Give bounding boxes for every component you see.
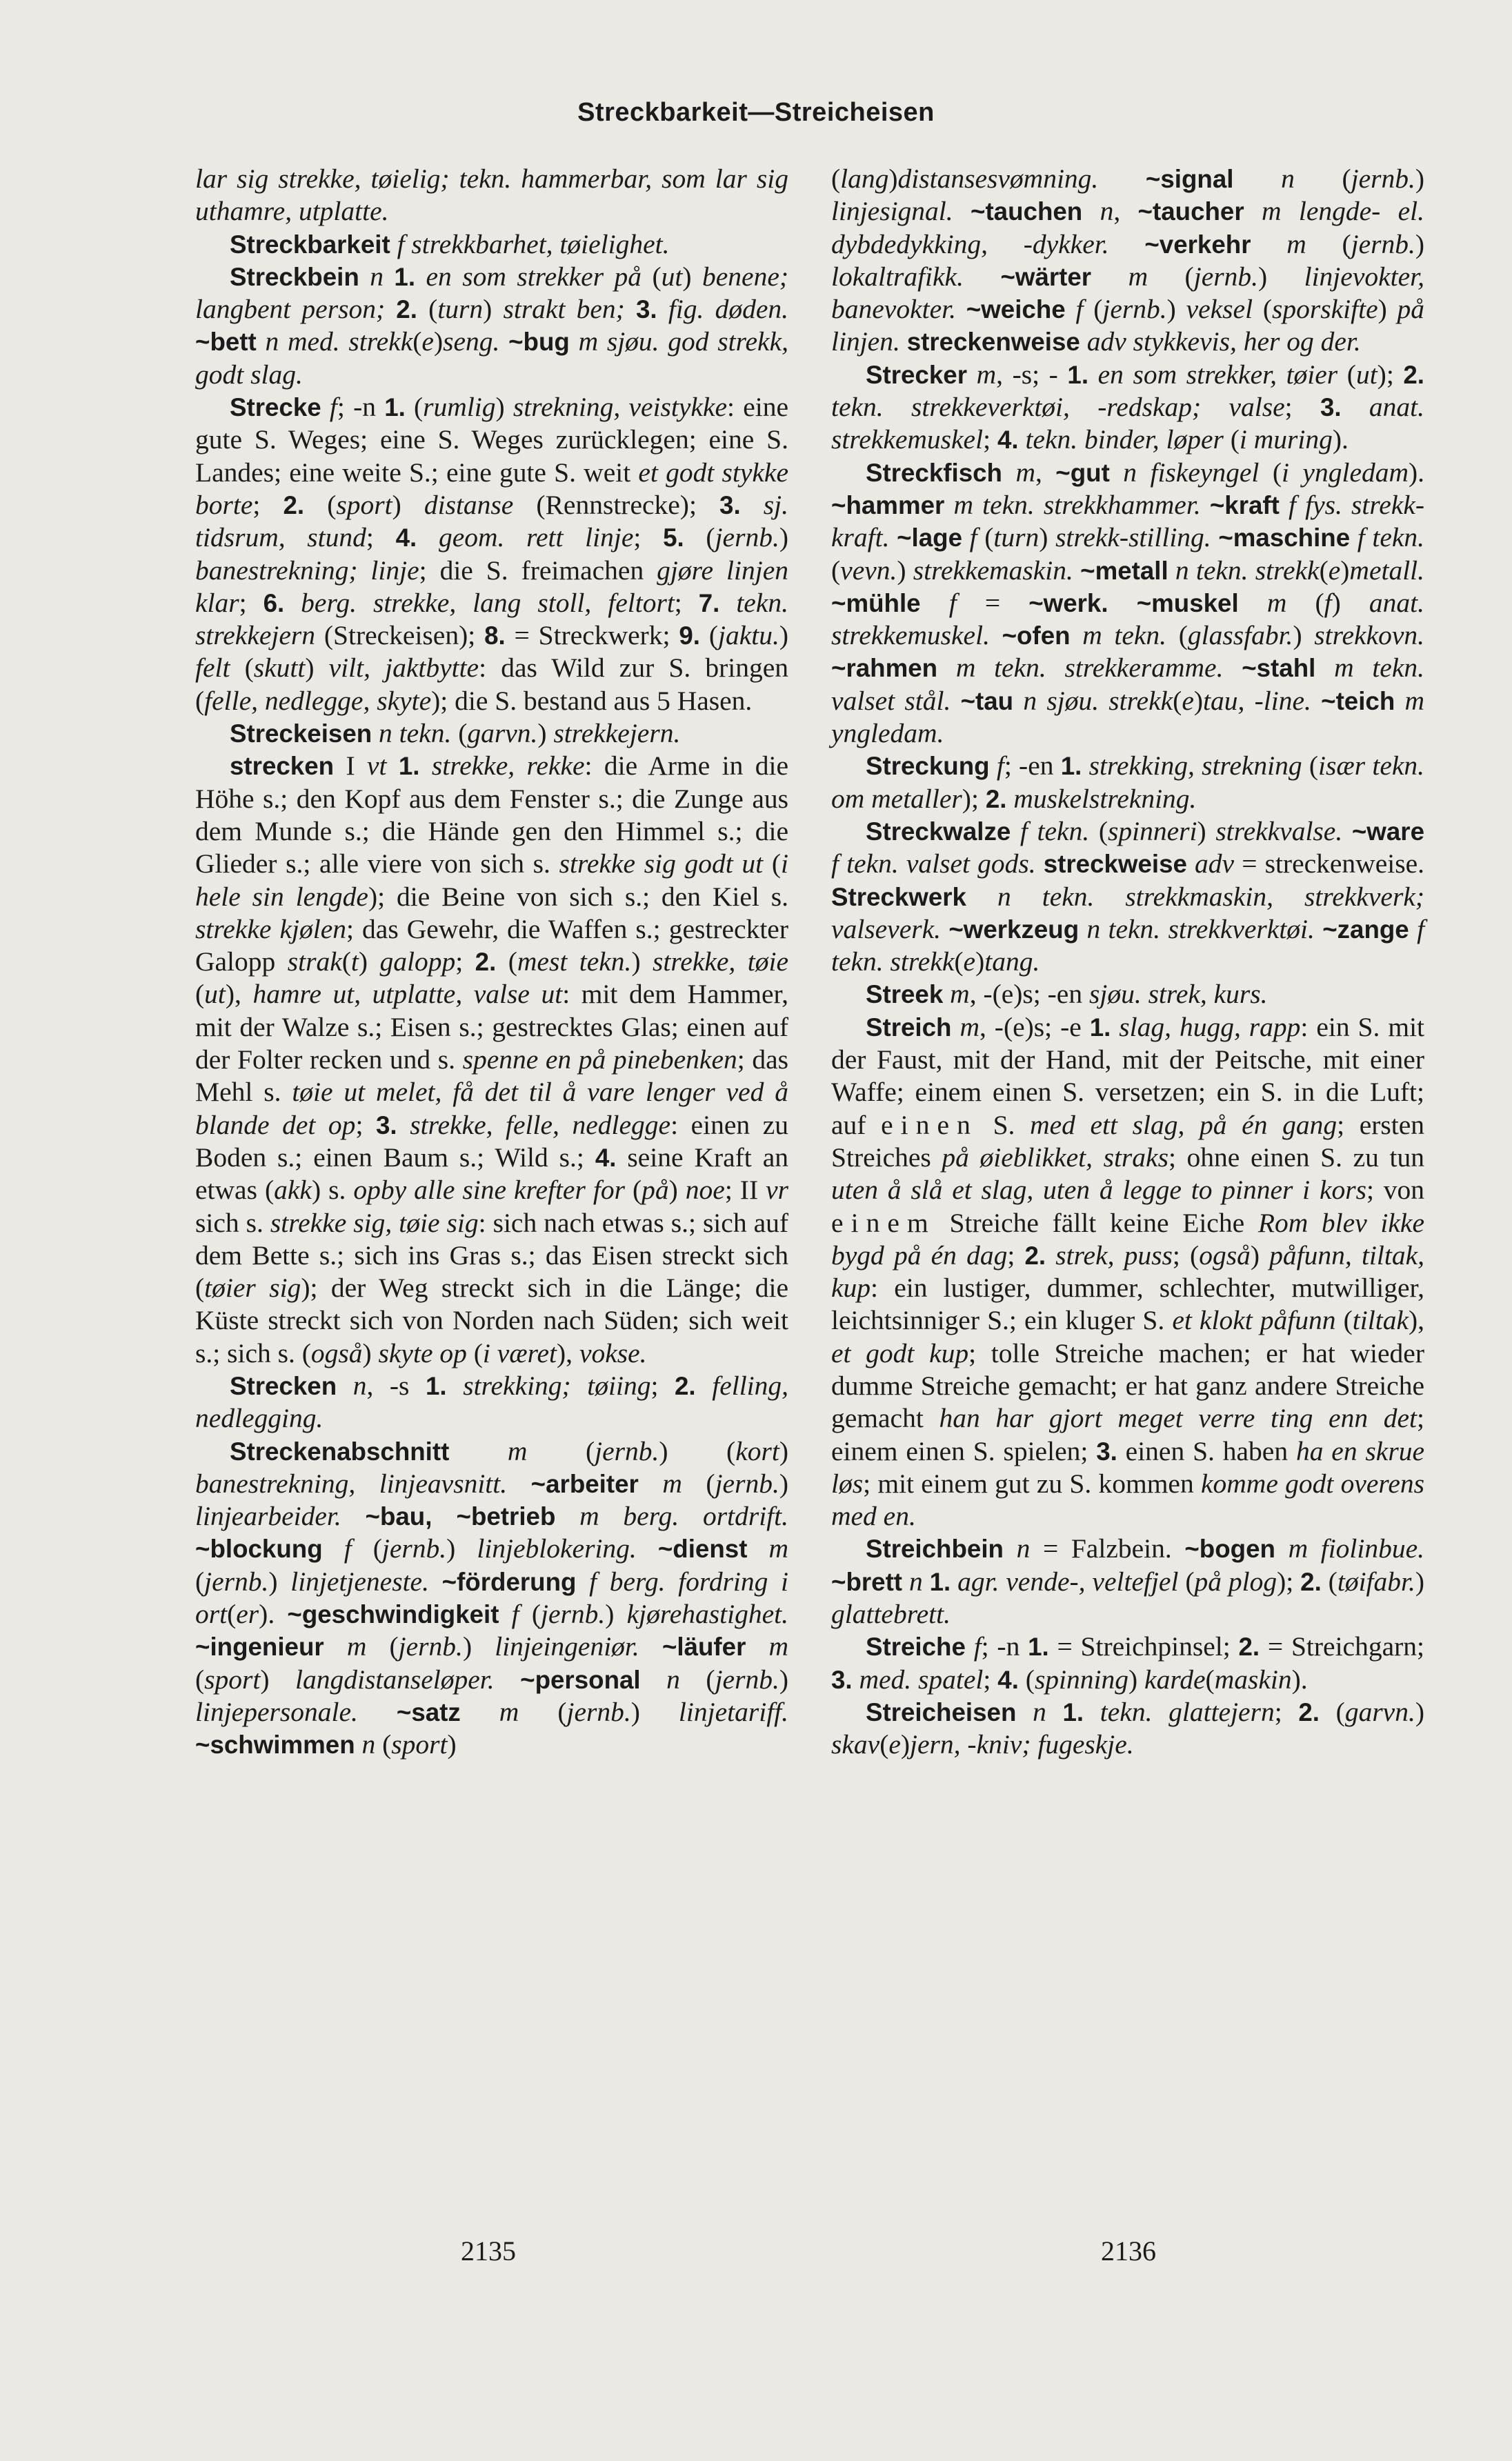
dictionary-entry: Strecke f; -n 1. (rumlig) strekning, veistykke: eine gute S. Weges; eine S. Weges zurücklegen; eine S. Landes; eine weite S.; eine gute S. weit et godt stykke borte; 2. (sport) distanse (Rennstrecke); 3. sj. tidsrum, stund; 4. geom. rett linje; 5. (jernb.) banestrekning; linje; die S. freimachen gjøre linjen klar; 6. berg. strekke, lang stoll, feltort; 7. tekn. strekkejern (Streckeisen); 8. = Streckwerk; 9. (jaktu.) felt (skutt) vilt, jaktbytte: das Wild zur S. bringen (felle, nedlegge, skyte); die S. bestand aus 5 Hasen. [195, 392, 789, 716]
running-head: Streckbarkeit—Streicheisen [577, 98, 935, 127]
page-number-left: 2135 [461, 2235, 516, 2266]
dictionary-entry: Streckfisch m, ~gut n fiskeyngel (i yngledam). ~hammer m tekn. strekkhammer. ~kraft f fys. strekk-kraft. ~lage f (turn) strekk-stilling. ~maschine f tekn. (vevn.) strekkemaskin. ~metall n tekn. strekk(e)metall. ~mühle f = ~werk. ~muskel m (f) anat. strekkemuskel. ~ofen m tekn. (glassfabr.) strekkovn. ~rahmen m tekn. strekkeramme. ~stahl m tekn. valset stål. ~tau n sjøu. strekk(e)tau, -line. ~teich m yngledam. [831, 457, 1425, 749]
page-header [0, 98, 1512, 128]
dictionary-entry: Streiche f; -n 1. = Streichpinsel; 2. = Streichgarn; 3. med. spatel; 4. (spinning) karde(maskin). [831, 1631, 1424, 1695]
dictionary-entry: Streckung f; -en 1. strekking, strekning (især tekn. om metaller); 2. muskelstrekning. [831, 750, 1425, 814]
dictionary-entry: Streckbein n 1. en som strekker på (ut) benene; langbent person; 2. (turn) strakt ben; 3. fig. døden. ~bett n med. strekk(e)seng. ~bug m sjøu. god strekk, godt slag. [195, 261, 788, 390]
dictionary-entry: Streckenabschnitt m (jernb.) (kort) banestrekning, linjeavsnitt. ~arbeiter m (jernb.) linjearbeider. ~bau, ~betrieb m berg. ortdrift. ~blockung f (jernb.) linjeblokering. ~dienst m (jernb.) linjetjeneste. ~förderung f berg. fordring i ort(er). ~geschwindigkeit f (jernb.) kjørehastighet. ~ingenieur m (jernb.) linjeingeniør. ~läufer m (sport) langdistanseløper. ~personal n (jernb.) linjepersonale. ~satz m (jernb.) linjetariff. ~schwimmen n (sport) [195, 1435, 789, 1760]
dictionary-entry: Streichbein n = Falzbein. ~bogen m fiolinbue. ~brett n 1. agr. vende-, veltefjel (på plog); 2. (tøifabr.) glattebrett. [831, 1533, 1425, 1630]
dictionary-entry: Streich m, -(e)s; -e 1. slag, hugg, rapp: ein S. mit der Faust, mit der Hand, mit der Peitsche, mit einer Waffe; einem einen S. versetzen; ein S. in die Luft; auf einen S. med ett slag, på én gang; ersten Streiches på øieblikket, straks; ohne einen S. zu tun uten å slå et slag, uten å legge to pinner i kors; von einem Streiche fällt keine Eiche Rom blev ikke bygd på én dag; 2. strek, puss; (også) påfunn, tiltak, kup: ein lustiger, dummer, schlechter, mutwilliger, leichtsinniger S.; ein kluger S. et klokt påfunn (tiltak), et godt kup; tolle Streiche machen; er hat wieder dumme Streiche gemacht; er hat ganz andere Streiche gemacht han har gjort meget verre ting enn det; einem einen S. spielen; 3. einen S. haben ha en skrue løs; mit einem gut zu S. kommen komme godt overens med en. [831, 1011, 1425, 1532]
dictionary-entry: Streicheisen n 1. tekn. glattejern; 2. (garvn.) skav(e)jern, -kniv; fugeskje. [831, 1696, 1424, 1760]
page-number-right: 2136 [1101, 2235, 1156, 2266]
dictionary-entry: strecken I vt 1. strekke, rekke: die Arme in die Höhe s.; den Kopf aus dem Fenster s.; die Zunge aus dem Munde s.; die Hände gen den Himmel s.; die Glieder s.; alle viere von sich s. strekke sig godt ut (i hele sin lengde); die Beine von sich s.; den Kiel s. strekke kjølen; das Gewehr, die Waffen s.; gestreckter Galopp strak(t) galopp; 2. (mest tekn.) strekke, tøie (ut), hamre ut, utplatte, valse ut: mit dem Hammer, mit der Walze s.; Eisen s.; gestrecktes Glas; einen auf der Folter recken und s. spenne en på pinebenken; das Mehl s. tøie ut melet, få det til å vare lenger ved å blande det op; 3. strekke, felle, nedlegge: einen zu Boden s.; einen Baum s.; Wild s.; 4. seine Kraft an etwas (akk) s. opby alle sine krefter for (på) noe; II vr sich s. strekke sig, tøie sig: sich nach etwas s.; sich auf dem Bette s.; sich ins Gras s.; das Eisen streckt sich (tøier sig); der Weg streckt sich in die Länge; die Küste streckt sich von Norden nach Süden; sich weit s.; sich s. (også) skyte op (i været), vokse. [195, 750, 789, 1368]
left-column [195, 163, 788, 1762]
dictionary-entry: Streckbarkeit f strekkbarhet, tøielighet. [230, 228, 670, 259]
dictionary-entry: Strecken n, -s 1. strekking; tøiing; 2. felling, nedlegging. [195, 1370, 789, 1434]
right-column [831, 163, 1424, 1762]
entry-continuation: (lang)distansesvømning. ~signal n (jernb.) linjesignal. ~tauchen n, ~taucher m lengde- el. dybdedykking, -dykker. ~verkehr m (jernb.) lokaltrafikk. ~wärter m (jernb.) linjevokter, banevokter. ~weiche f (jernb.) veksel (sporskifte) på linjen. streckenweise adv stykkevis, her og der. [831, 163, 1425, 357]
dictionary-entry: Strecker m, -s; - 1. en som strekker, tøier (ut); 2. tekn. strekkeverktøi, -redskap; valse; 3. anat. strekkemuskel; 4. tekn. binder, løper (i muring). [831, 359, 1425, 455]
entry-continuation: lar sig strekke, tøielig; tekn. hammerbar, som lar sig uthamre, utplatte. [195, 163, 788, 227]
dictionary-entry: Streckeisen n tekn. (garvn.) strekkejern. [230, 718, 681, 749]
dictionary-entry: Streckwalze f tekn. (spinneri) strekkvalse. ~ware f tekn. valset gods. streckweise adv = streckenweise. Streckwerk n tekn. strekkmaskin, strekkverk; valseverk. ~werkzeug n tekn. strekkverktøi. ~zange f tekn. strekk(e)tang. [831, 815, 1425, 977]
dictionary-entry: Streek m, -(e)s; -en sjøu. strek, kurs. [866, 979, 1268, 1010]
